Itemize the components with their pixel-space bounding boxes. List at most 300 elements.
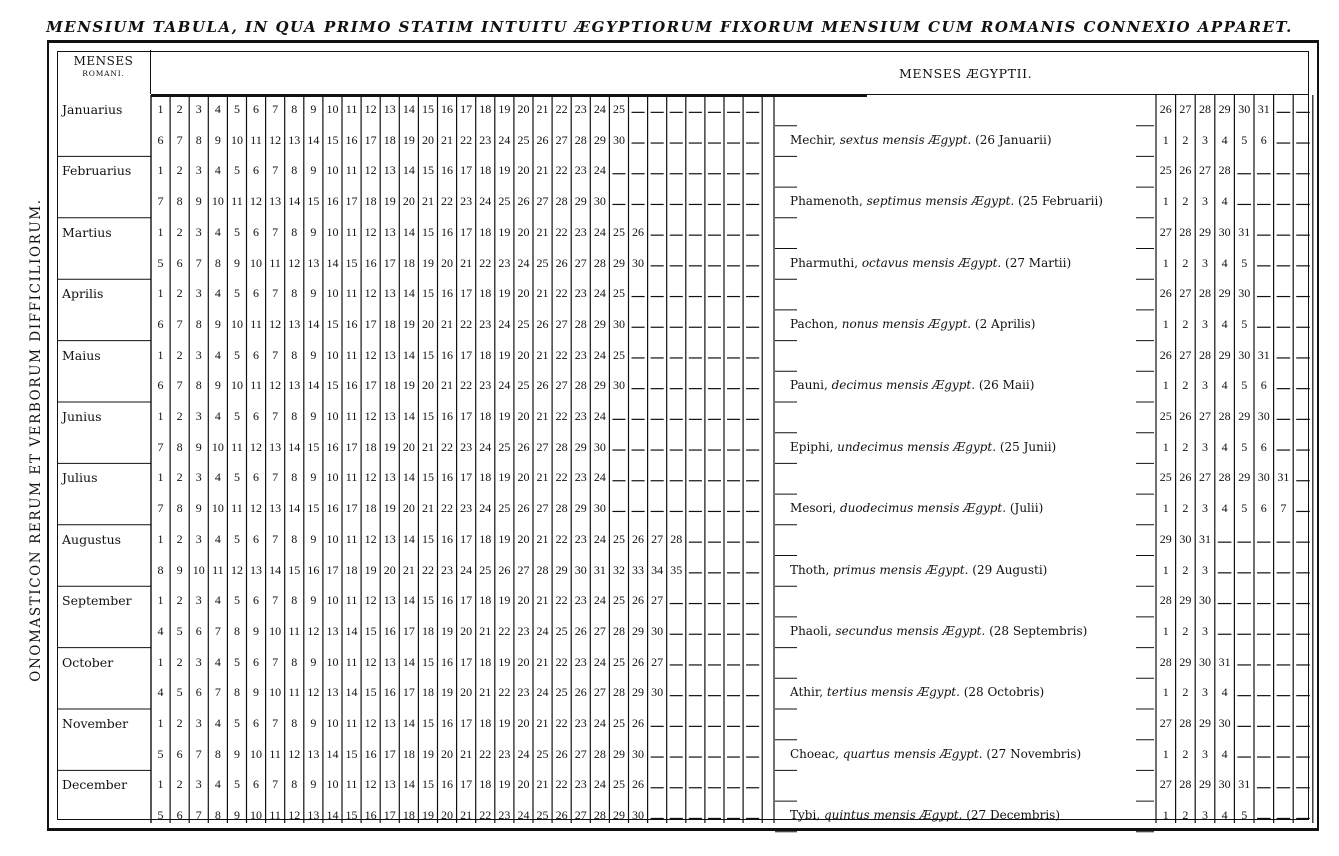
roman-day-number: 3 [195,163,202,178]
egyptian-day-number: 28 [1159,593,1172,608]
egyptian-day-number: 26 [1179,409,1192,423]
roman-day-number: 7 [157,439,164,454]
roman-day-number: 5 [233,777,240,792]
egyptian-month-description: tertius mensis Ægypt. [826,685,960,700]
egyptian-month-label [790,317,1035,331]
roman-day-number: 19 [498,286,511,301]
roman-day-number: 6 [157,316,164,331]
roman-day-number: 13 [383,409,396,423]
roman-day-number: 20 [517,102,530,116]
roman-day-number: 15 [421,777,434,792]
roman-day-number: 21 [536,531,549,546]
roman-day-number: 13 [383,224,396,239]
roman-day-number: 8 [176,194,183,209]
roman-day-number: 9 [310,716,317,730]
roman-day-number: 22 [479,808,492,823]
roman-day-number: 24 [593,224,606,239]
roman-day-number: 24 [593,163,606,178]
roman-day-number: 25 [612,224,625,239]
egyptian-day-number: 26 [1159,286,1172,301]
egyptian-day-number: 2 [1182,746,1189,761]
egyptian-day-number: 29 [1218,286,1231,301]
roman-day-number: 1 [157,163,164,178]
roman-day-number: 5 [233,531,240,546]
roman-day-number: 16 [441,286,454,301]
roman-day-number: 22 [441,439,454,454]
egyptian-day-number: 3 [1202,746,1208,761]
roman-day-number: 15 [364,685,377,700]
egyptian-day-number: 29 [1199,777,1211,792]
egyptian-day-number: 29 [1238,470,1251,485]
roman-day-number: 4 [214,409,221,423]
roman-day-number: 7 [176,378,183,393]
roman-day-number: 17 [460,224,473,239]
roman-day-number: 4 [214,347,221,362]
egyptian-day-number: 5 [1241,132,1248,147]
roman-day-number: 23 [517,685,530,700]
egyptian-month-label [790,624,1087,638]
roman-day-number: 21 [421,194,434,209]
egyptian-month-name: Tybi, [790,808,824,823]
roman-day-number: 19 [421,746,434,761]
roman-day-number: 28 [593,746,606,761]
roman-day-number: 18 [479,347,492,362]
roman-day-number: 8 [291,286,298,301]
roman-day-number: 27 [555,316,568,331]
roman-day-number: 31 [593,562,606,577]
header-rule-right [867,94,1309,95]
roman-day-number: 29 [574,439,587,454]
egyptian-day-number: 2 [1182,439,1189,454]
egyptian-month-label [790,256,1071,270]
egyptian-day-number: 31 [1218,654,1231,669]
roman-day-number: 6 [253,102,260,116]
roman-day-number: 7 [272,777,279,792]
roman-day-number: 21 [460,255,473,270]
roman-day-number: 21 [421,501,434,516]
egyptian-day-number: 30 [1199,593,1211,608]
roman-day-number: 6 [176,808,183,823]
egyptian-day-number: 31 [1277,470,1290,485]
roman-day-number: 3 [195,777,202,792]
roman-day-number: 15 [421,347,434,362]
roman-day-number: 25 [536,808,549,823]
egyptian-day-number: 3 [1202,562,1208,577]
roman-day-number: 24 [517,808,530,823]
egyptian-day-number: 1 [1162,685,1169,700]
roman-day-number: 13 [326,623,339,638]
egyptian-day-number: 4 [1221,808,1228,823]
roman-day-number: 19 [498,470,511,485]
roman-day-number: 14 [402,716,415,730]
roman-day-number: 14 [269,562,282,577]
roman-day-number: 17 [460,531,473,546]
roman-day-number: 17 [402,623,415,638]
roman-day-number: 1 [157,224,164,239]
roman-day-number: 25 [479,562,492,577]
egyptian-day-number: 26 [1179,163,1192,178]
roman-day-number: 7 [272,347,279,362]
roman-day-number: 13 [383,470,396,485]
roman-day-number: 27 [555,378,568,393]
roman-day-number: 3 [195,224,202,239]
roman-day-number: 6 [176,255,183,270]
egyptian-day-number: 26 [1159,347,1172,362]
roman-day-number: 8 [291,163,298,178]
roman-day-number: 10 [250,808,263,823]
egyptian-day-number: 5 [1241,378,1248,393]
roman-day-number: 11 [345,347,358,362]
egyptian-day-number: 30 [1238,102,1251,116]
egyptian-day-number: 5 [1241,808,1248,823]
roman-day-number: 20 [441,808,454,823]
roman-day-number: 27 [651,531,664,546]
roman-day-number: 22 [460,316,473,331]
roman-day-number: 19 [498,777,511,792]
roman-day-number: 25 [536,255,549,270]
egyptian-day-number: 31 [1238,777,1251,792]
roman-day-number: 9 [195,501,202,516]
roman-day-number: 30 [593,194,606,209]
roman-day-number: 18 [479,163,492,178]
roman-day-number: 14 [402,347,415,362]
roman-day-number: 15 [421,716,434,730]
roman-day-number: 17 [402,685,415,700]
roman-day-number: 26 [536,316,549,331]
egyptian-day-number: 2 [1182,132,1189,147]
egyptian-day-number: 4 [1221,501,1228,516]
egyptian-day-number: 28 [1159,654,1172,669]
roman-day-number: 5 [176,685,183,700]
egyptian-day-number: 5 [1241,501,1248,516]
roman-day-number: 10 [326,347,339,362]
roman-day-number: 30 [651,623,664,638]
roman-day-number: 10 [326,777,339,792]
egyptian-day-number: 30 [1218,777,1231,792]
roman-day-number: 3 [195,593,202,608]
roman-day-number: 16 [345,316,358,331]
roman-day-number: 9 [310,286,317,301]
roman-day-number: 27 [555,132,568,147]
roman-day-number: 30 [593,501,606,516]
roman-day-number: 5 [233,716,240,730]
roman-day-number: 29 [593,378,606,393]
roman-day-number: 16 [326,439,339,454]
roman-day-number: 15 [421,531,434,546]
roman-day-number: 7 [195,808,202,823]
egyptian-day-number: 4 [1221,255,1228,270]
roman-day-number: 6 [253,163,260,178]
roman-day-number: 28 [574,132,587,147]
header-aegyptii: MENSES ÆGYPTII. [899,66,1033,81]
roman-day-number: 23 [574,777,587,792]
roman-day-number: 16 [364,255,377,270]
roman-day-number: 11 [269,746,281,761]
roman-day-number: 20 [517,347,530,362]
roman-day-number: 23 [498,255,511,270]
egyptian-day-number: 27 [1159,777,1172,792]
egyptian-month-date: (26 Maii) [975,378,1035,393]
egyptian-month-name: Mesori, [790,501,840,516]
egyptian-month-name: Pauni, [790,378,832,393]
roman-day-number: 30 [574,562,587,577]
roman-day-number: 23 [460,194,473,209]
roman-day-number: 19 [498,224,511,239]
roman-day-number: 22 [441,194,454,209]
roman-day-number: 28 [593,808,606,823]
roman-day-number: 23 [574,593,587,608]
roman-day-number: 10 [326,409,339,423]
roman-day-number: 9 [253,685,260,700]
roman-day-number: 10 [230,378,243,393]
roman-day-number: 28 [574,316,587,331]
roman-day-number: 13 [383,777,396,792]
roman-month-name: November [62,716,129,731]
egyptian-day-number: 29 [1199,224,1211,239]
egyptian-month-description: septimus mensis Ægypt. [866,194,1015,209]
roman-day-number: 16 [441,347,454,362]
roman-day-number: 9 [310,654,317,669]
egyptian-day-number: 4 [1221,746,1228,761]
roman-day-number: 5 [233,347,240,362]
egyptian-month-date: (28 Octobris) [959,685,1045,700]
roman-day-number: 1 [157,102,164,116]
roman-day-number: 27 [536,439,549,454]
roman-day-number: 14 [402,102,415,116]
roman-day-number: 19 [383,194,396,209]
egyptian-day-number: 31 [1238,224,1251,239]
roman-day-number: 21 [460,746,473,761]
roman-day-number: 25 [612,777,625,792]
egyptian-day-number: 27 [1199,470,1211,485]
roman-day-number: 28 [574,378,587,393]
egyptian-month-label [790,378,1034,392]
roman-day-number: 10 [230,316,243,331]
roman-day-number: 18 [479,102,492,116]
roman-day-number: 6 [253,777,260,792]
roman-day-number: 23 [574,224,587,239]
roman-day-number: 26 [574,623,587,638]
roman-day-number: 14 [326,255,339,270]
roman-day-number: 18 [479,654,492,669]
roman-day-number: 22 [479,255,492,270]
egyptian-day-number: 5 [1241,255,1248,270]
roman-day-number: 22 [555,593,568,608]
roman-day-number: 24 [479,439,492,454]
egyptian-month-description: undecimus mensis Ægypt. [837,439,997,454]
egyptian-month-label [790,194,1103,208]
roman-day-number: 26 [632,531,645,546]
roman-day-number: 6 [253,531,260,546]
roman-day-number: 21 [402,562,415,577]
roman-day-number: 25 [498,501,511,516]
roman-day-number: 7 [272,102,279,116]
roman-day-number: 14 [288,439,301,454]
egyptian-day-number: 4 [1221,132,1228,147]
egyptian-day-number: 2 [1182,808,1189,823]
side-title-text: ONOMASTICON RERUM ET VERBORUM DIFFICILIORUM. [28,198,44,682]
roman-day-number: 27 [574,808,587,823]
egyptian-month-date: (27 Martii) [1001,255,1072,270]
roman-day-number: 14 [326,746,339,761]
roman-day-number: 26 [632,654,645,669]
roman-day-number: 3 [195,102,202,116]
roman-day-number: 23 [479,378,492,393]
egyptian-day-number: 3 [1202,501,1208,516]
roman-day-number: 5 [233,593,240,608]
roman-day-number: 19 [383,501,396,516]
roman-month-name: December [62,777,128,793]
egyptian-day-number: 3 [1202,439,1208,454]
egyptian-day-number: 7 [1280,501,1287,516]
roman-day-number: 24 [498,316,511,331]
egyptian-day-number: 28 [1218,470,1231,485]
egyptian-day-number: 2 [1182,685,1189,700]
egyptian-day-number: 6 [1260,439,1267,454]
roman-day-number: 9 [310,777,317,792]
roman-day-number: 1 [157,777,164,792]
roman-day-number: 11 [345,716,358,730]
egyptian-day-number: 3 [1202,623,1208,638]
roman-day-number: 29 [632,685,645,700]
roman-day-number: 5 [157,808,164,823]
roman-day-number: 25 [612,716,625,730]
roman-day-number: 3 [195,654,202,669]
egyptian-day-number: 29 [1179,654,1192,669]
roman-day-number: 15 [326,132,339,147]
roman-day-number: 15 [364,623,377,638]
roman-day-number: 17 [383,255,396,270]
roman-day-number: 6 [253,224,260,239]
roman-day-number: 21 [536,347,549,362]
egyptian-day-number: 25 [1159,470,1172,485]
egyptian-month-label [790,747,1081,761]
roman-day-number: 27 [593,685,606,700]
roman-day-number: 30 [593,439,606,454]
egyptian-day-number: 1 [1162,623,1169,638]
egyptian-month-date: (27 Novembris) [982,746,1082,761]
roman-day-number: 24 [593,409,606,423]
egyptian-day-number: 26 [1179,470,1192,485]
roman-day-number: 7 [157,501,164,516]
roman-day-number: 9 [214,316,221,331]
egyptian-day-number: 3 [1202,316,1208,331]
roman-day-number: 29 [593,316,606,331]
roman-day-number: 18 [479,470,492,485]
roman-day-number: 24 [460,562,473,577]
roman-day-number: 3 [195,409,202,423]
roman-day-number: 17 [460,777,473,792]
header-romani-line1: MENSES [73,54,134,68]
roman-day-number: 2 [176,777,183,792]
roman-day-number: 16 [441,224,454,239]
roman-day-number: 4 [214,777,221,792]
roman-day-number: 11 [269,808,281,823]
egyptian-day-number: 26 [1159,102,1172,116]
roman-day-number: 10 [326,593,339,608]
egyptian-day-number: 5 [1241,316,1248,331]
roman-day-number: 12 [364,102,377,116]
roman-day-number: 24 [593,470,606,485]
roman-day-number: 15 [421,163,434,178]
roman-day-number: 8 [291,593,298,608]
roman-day-number: 5 [233,224,240,239]
roman-day-number: 7 [272,654,279,669]
egyptian-day-number: 29 [1159,531,1172,546]
roman-day-number: 12 [364,531,377,546]
roman-day-number: 5 [233,102,240,116]
roman-day-number: 19 [402,378,415,393]
roman-day-number: 18 [479,531,492,546]
egyptian-month-date: (2 Aprilis) [971,316,1036,331]
roman-day-number: 7 [272,593,279,608]
egyptian-month-description: secundus mensis Ægypt. [835,623,986,638]
roman-day-number: 18 [364,501,377,516]
roman-day-number: 10 [326,470,339,485]
egyptian-day-number: 3 [1202,255,1208,270]
egyptian-day-number: 1 [1162,746,1169,761]
roman-day-number: 9 [310,470,317,485]
roman-day-number: 10 [326,102,339,116]
roman-day-number: 17 [460,593,473,608]
roman-day-number: 27 [593,623,606,638]
roman-day-number: 27 [536,194,549,209]
roman-day-number: 22 [498,623,511,638]
roman-day-number: 8 [233,623,240,638]
roman-day-number: 26 [517,501,530,516]
roman-day-number: 24 [479,194,492,209]
roman-day-number: 27 [574,255,587,270]
roman-day-number: 22 [498,685,511,700]
table-header [57,50,1309,95]
roman-day-number: 30 [612,316,625,331]
egyptian-day-number: 1 [1162,439,1169,454]
roman-day-number: 4 [214,286,221,301]
roman-day-number: 25 [612,102,625,116]
roman-day-number: 9 [310,593,317,608]
egyptian-month-description: nonus mensis Ægypt. [841,316,972,331]
roman-day-number: 29 [612,808,625,823]
roman-day-number: 8 [291,654,298,669]
roman-day-number: 25 [612,286,625,301]
table-inner-frame [57,51,1309,823]
roman-day-number: 32 [612,562,625,577]
egyptian-day-number: 1 [1162,255,1169,270]
roman-day-number: 4 [214,163,221,178]
egyptian-day-number: 30 [1257,470,1270,485]
egyptian-day-number: 31 [1257,102,1270,116]
roman-day-number: 8 [291,716,298,730]
roman-day-number: 11 [250,378,262,393]
roman-day-number: 22 [421,562,434,577]
egyptian-day-number: 27 [1159,224,1172,239]
roman-day-number: 27 [574,746,587,761]
roman-day-number: 16 [441,716,454,730]
roman-day-number: 2 [176,409,183,423]
roman-day-number: 13 [307,746,320,761]
roman-day-number: 2 [176,531,183,546]
roman-day-number: 16 [441,777,454,792]
roman-day-number: 7 [195,746,202,761]
roman-day-number: 24 [536,623,549,638]
roman-day-number: 9 [310,409,317,423]
egyptian-month-label [790,685,1044,699]
roman-day-number: 10 [269,685,282,700]
roman-day-number: 2 [176,286,183,301]
roman-day-number: 6 [253,347,260,362]
page-title: MENSIUM TABULA, IN QUA PRIMO STATIM INTUITU ÆGYPTIORUM FIXORUM MENSIUM CUM ROMANIS CONNEXIO APPARET. [46,18,1293,36]
egyptian-month-name: Phamenoth, [790,194,867,209]
